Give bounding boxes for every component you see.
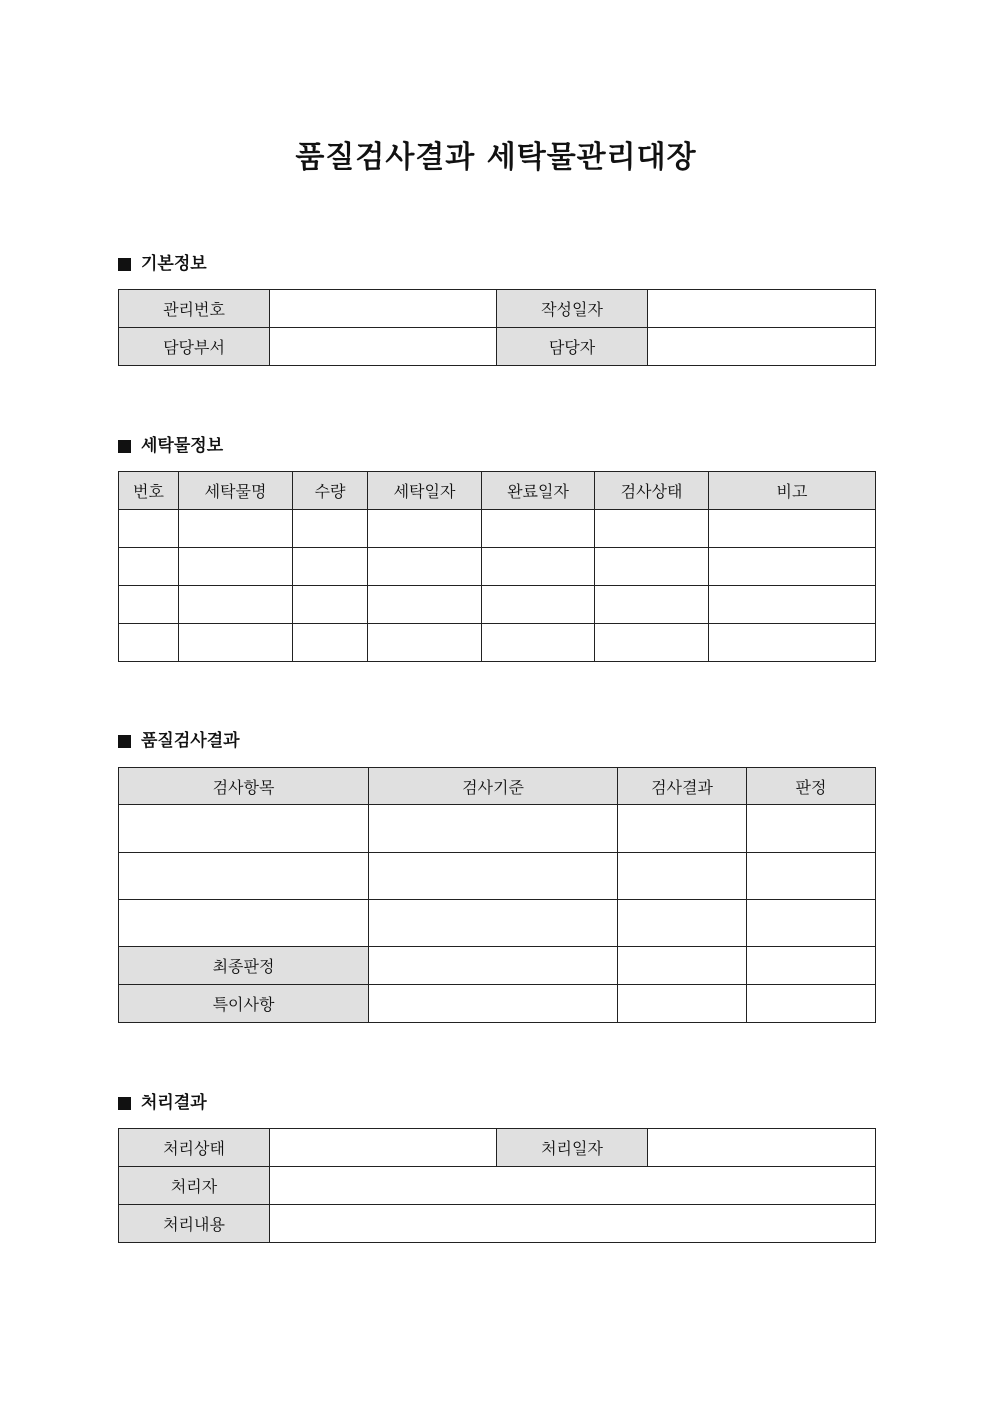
square-bullet-icon — [118, 258, 131, 271]
table-cell[interactable] — [179, 624, 293, 662]
table-row — [119, 947, 876, 985]
processing-result-table — [118, 1128, 876, 1243]
section-heading — [118, 253, 875, 275]
table-row — [119, 548, 876, 586]
table-cell[interactable] — [709, 624, 876, 662]
header-item-name: 세탁물명 — [179, 472, 293, 510]
table-cell[interactable] — [482, 586, 595, 624]
table-row — [119, 985, 876, 1023]
table-cell[interactable] — [368, 510, 482, 548]
table-cell[interactable] — [368, 624, 482, 662]
table-cell[interactable] — [618, 900, 747, 947]
table-cell[interactable] — [369, 805, 618, 853]
label-date-written: 작성일자 — [497, 290, 648, 328]
table-cell[interactable] — [595, 624, 709, 662]
header-quantity: 수량 — [293, 472, 368, 510]
section-heading — [118, 435, 875, 457]
table-cell[interactable] — [618, 805, 747, 853]
basic-info-table — [118, 289, 876, 366]
label-processing-date: 처리일자 — [497, 1129, 648, 1167]
table-cell[interactable] — [369, 853, 618, 900]
quality-inspection-section — [118, 730, 875, 1023]
table-cell[interactable] — [747, 900, 876, 947]
table-cell[interactable] — [595, 510, 709, 548]
header-inspection-result: 검사결과 — [618, 768, 747, 805]
laundry-info-title: 세탁물정보 — [141, 436, 224, 456]
processor-field[interactable] — [270, 1167, 876, 1205]
processing-result-section — [118, 1092, 875, 1243]
table-cell[interactable] — [179, 510, 293, 548]
label-management-number: 관리번호 — [119, 290, 270, 328]
table-row — [119, 900, 876, 947]
square-bullet-icon — [118, 1097, 131, 1110]
table-cell[interactable] — [293, 510, 368, 548]
table-cell[interactable] — [709, 586, 876, 624]
table-row — [119, 290, 876, 328]
label-processor: 처리자 — [119, 1167, 270, 1205]
table-row — [119, 510, 876, 548]
page-title: 품질검사결과 세탁물관리대장 — [295, 140, 697, 175]
table-cell[interactable] — [618, 985, 747, 1023]
table-cell[interactable] — [618, 947, 747, 985]
label-final-judgment: 최종판정 — [119, 947, 369, 985]
table-cell[interactable] — [709, 548, 876, 586]
header-complete-date: 완료일자 — [482, 472, 595, 510]
table-cell[interactable] — [369, 985, 618, 1023]
laundry-info-table — [118, 471, 876, 662]
table-cell[interactable] — [119, 853, 369, 900]
table-cell[interactable] — [369, 947, 618, 985]
header-inspection-criteria: 검사기준 — [369, 768, 618, 805]
header-inspection-status: 검사상태 — [595, 472, 709, 510]
table-cell[interactable] — [119, 805, 369, 853]
date-written-field[interactable] — [648, 290, 876, 328]
header-number: 번호 — [119, 472, 179, 510]
table-cell[interactable] — [119, 510, 179, 548]
table-cell[interactable] — [709, 510, 876, 548]
table-cell[interactable] — [293, 548, 368, 586]
processing-date-field[interactable] — [648, 1129, 876, 1167]
table-cell[interactable] — [368, 586, 482, 624]
table-cell[interactable] — [482, 624, 595, 662]
table-row — [119, 624, 876, 662]
label-manager: 담당자 — [497, 328, 648, 366]
manager-field[interactable] — [648, 328, 876, 366]
square-bullet-icon — [118, 440, 131, 453]
table-row — [119, 1129, 876, 1167]
label-department: 담당부서 — [119, 328, 270, 366]
basic-info-title: 기본정보 — [141, 254, 207, 274]
table-cell[interactable] — [595, 586, 709, 624]
table-cell[interactable] — [595, 548, 709, 586]
section-heading — [118, 730, 875, 752]
table-header-row — [119, 472, 876, 510]
processing-result-title: 처리결과 — [141, 1093, 207, 1113]
table-cell[interactable] — [179, 586, 293, 624]
label-processing-details: 처리내용 — [119, 1205, 270, 1243]
table-cell[interactable] — [119, 548, 179, 586]
basic-info-section — [118, 253, 875, 366]
table-cell[interactable] — [119, 900, 369, 947]
square-bullet-icon — [118, 735, 131, 748]
table-row — [119, 328, 876, 366]
table-cell[interactable] — [482, 510, 595, 548]
table-cell[interactable] — [482, 548, 595, 586]
quality-inspection-table — [118, 767, 876, 1023]
department-field[interactable] — [270, 328, 497, 366]
table-cell[interactable] — [618, 853, 747, 900]
table-cell[interactable] — [747, 985, 876, 1023]
table-cell[interactable] — [119, 586, 179, 624]
processing-details-field[interactable] — [270, 1205, 876, 1243]
table-cell[interactable] — [293, 624, 368, 662]
table-row — [119, 1167, 876, 1205]
quality-inspection-title: 품질검사결과 — [141, 731, 240, 751]
table-row — [119, 805, 876, 853]
table-cell[interactable] — [747, 805, 876, 853]
table-header-row — [119, 768, 876, 805]
label-processing-status: 처리상태 — [119, 1129, 270, 1167]
table-cell[interactable] — [368, 548, 482, 586]
table-cell[interactable] — [119, 624, 179, 662]
processing-status-field[interactable] — [270, 1129, 497, 1167]
header-judgment: 판정 — [747, 768, 876, 805]
section-heading — [118, 1092, 875, 1114]
management-number-field[interactable] — [270, 290, 497, 328]
header-inspection-item: 검사항목 — [119, 768, 369, 805]
table-cell[interactable] — [369, 900, 618, 947]
table-cell[interactable] — [179, 548, 293, 586]
table-cell[interactable] — [747, 853, 876, 900]
table-row — [119, 1205, 876, 1243]
header-remarks: 비고 — [709, 472, 876, 510]
table-row — [119, 853, 876, 900]
laundry-info-section — [118, 435, 875, 662]
label-special-notes: 특이사항 — [119, 985, 369, 1023]
table-cell[interactable] — [747, 947, 876, 985]
table-row — [119, 586, 876, 624]
header-wash-date: 세탁일자 — [368, 472, 482, 510]
table-cell[interactable] — [293, 586, 368, 624]
